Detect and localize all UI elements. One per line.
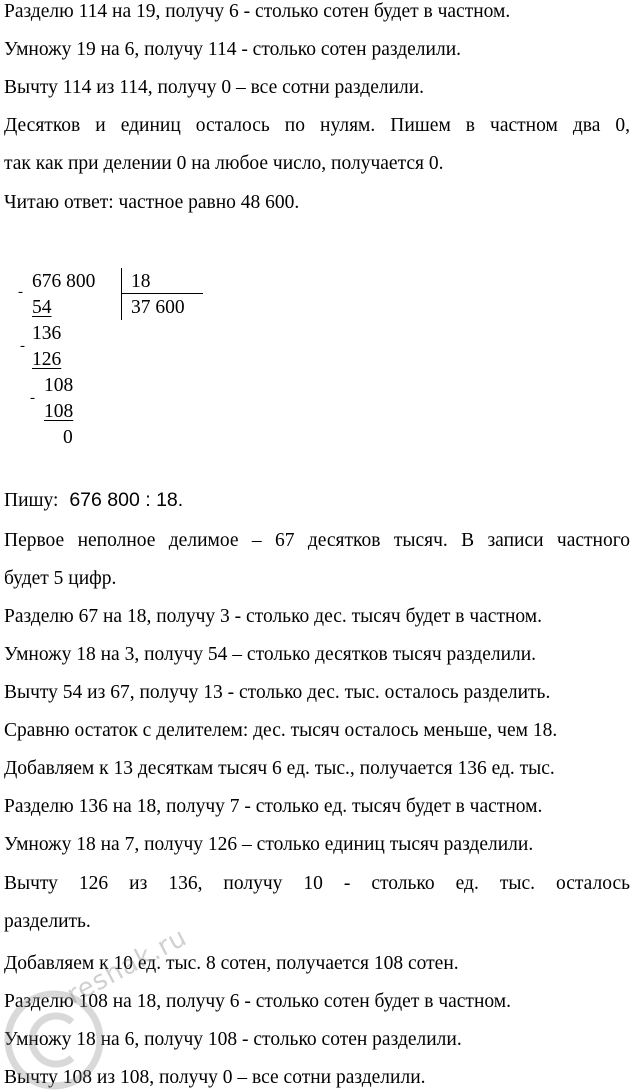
text-line: Вычту 108 из 108, получу 0 – все сотни разделили. (4, 1067, 426, 1088)
minus-sign: - (20, 338, 25, 354)
text-line: будет 5 цифр. (4, 568, 117, 589)
step-product: 108 (44, 401, 74, 422)
minus-sign: - (18, 284, 23, 300)
dividend: 676 800 (32, 271, 96, 292)
step-remainder: 136 (32, 323, 62, 344)
text-line: Умножу 18 на 6, получу 108 - столько сотен разделили. (4, 1029, 462, 1050)
text-line: Разделю 108 на 18, получу 6 - столько сотен будет в частном. (4, 991, 511, 1012)
text-line: Разделю 136 на 18, получу 7 - столько ед. тысяч будет в частном. (4, 796, 543, 817)
long-division (0, 265, 260, 455)
step-remainder: 108 (44, 375, 74, 396)
text-line: Первое неполное делимое – 67 десятков тысяч. В записи частного (4, 530, 630, 551)
text-line: Сравню остаток с делителем: дес. тысяч осталось меньше, чем 18. (4, 720, 558, 741)
text-line: Умножу 19 на 6, получу 114 - столько сотен разделили. (4, 39, 462, 60)
text-line: Вычту 54 из 67, получу 13 - столько дес. тыс. осталось разделить. (4, 682, 551, 703)
watermark: reshak.ru (62, 922, 193, 1011)
text-line: так как при делении 0 на любое число, получается 0. (4, 153, 444, 174)
division-vertical-line (121, 268, 122, 320)
text-line: разделить. (4, 911, 91, 932)
text-line: Вычту 126 из 136, получу 10 - столько ед. тыс. осталось (4, 873, 630, 894)
text-line: Добавляем к 10 ед. тыс. 8 сотен, получается 108 сотен. (4, 953, 459, 974)
text-line: Десятков и единиц осталось по нулям. Пишем в частном два 0, (4, 115, 630, 136)
text-line: Добавляем к 13 десяткам тысяч 6 ед. тыс., получается 136 ед. тыс. (4, 758, 555, 779)
step-product: 126 (32, 349, 62, 370)
text-line: Умножу 18 на 7, получу 126 – столько единиц тысяч разделили. (4, 834, 534, 855)
text-line: Разделю 114 на 19, получу 6 - столько сотен будет в частном. (4, 1, 511, 22)
text-line: Вычту 114 из 114, получу 0 – все сотни разделили. (4, 77, 425, 98)
write-label: Пишу: (4, 490, 59, 511)
divisor: 18 (131, 271, 151, 292)
text-line: Разделю 67 на 18, получу 3 - столько дес. тысяч будет в частном. (4, 606, 542, 627)
text-line: Умножу 18 на 3, получу 54 – столько десятков тысяч разделили. (4, 644, 537, 665)
answer-line: Читаю ответ: частное равно 48 600. (4, 192, 300, 213)
minus-sign: - (30, 390, 35, 406)
step-product: 54 (32, 297, 52, 318)
division-horizontal-line (121, 293, 203, 294)
write-line (4, 488, 183, 513)
write-expression: 676 800 : 18. (69, 489, 184, 511)
final-remainder: 0 (63, 427, 73, 448)
quotient: 37 600 (131, 297, 185, 318)
